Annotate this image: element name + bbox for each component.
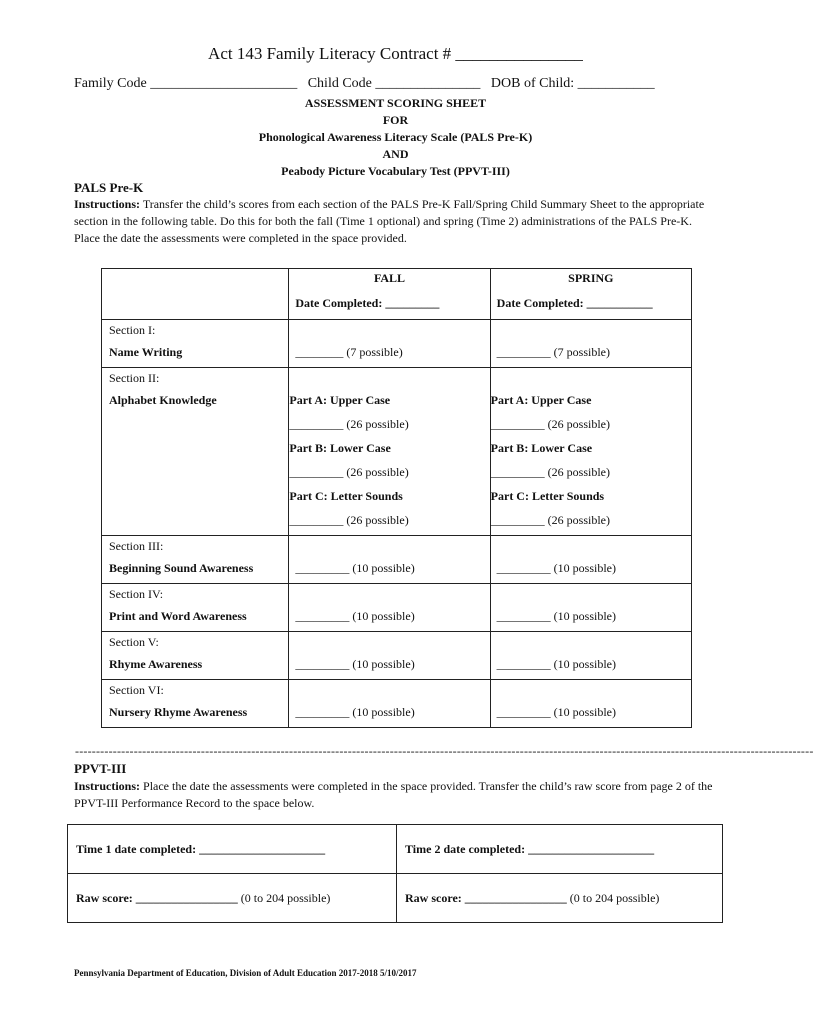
section-label-cell bbox=[102, 368, 289, 536]
section-number: Section V: bbox=[109, 635, 159, 649]
contract-title: Act 143 Family Literacy Contract # _______________ bbox=[208, 44, 583, 63]
raw-score-2-field[interactable]: _________________ bbox=[464, 890, 567, 905]
spring-part-c-field[interactable]: _________ (26 possible) bbox=[490, 513, 610, 527]
part-c-label: Part C: Letter Sounds bbox=[490, 489, 605, 503]
spring-score-field[interactable]: _________ (10 possible) bbox=[496, 705, 616, 719]
ppvt-score-table bbox=[67, 824, 723, 923]
table-row bbox=[102, 320, 692, 368]
heading-scoring-sheet: ASSESSMENT SCORING SHEET bbox=[304, 96, 487, 110]
section-label-cell bbox=[102, 320, 289, 368]
fall-part-c-field[interactable]: _________ (26 possible) bbox=[289, 513, 409, 527]
spring-header: SPRING bbox=[568, 271, 614, 285]
part-a-label: Part A: Upper Case bbox=[490, 393, 592, 407]
table-row bbox=[102, 584, 692, 632]
table-row bbox=[102, 632, 692, 680]
pals-instructions-label: Instructions: bbox=[74, 197, 141, 211]
spring-score-field[interactable]: _________ (10 possible) bbox=[496, 561, 616, 575]
raw-score-2-cell bbox=[397, 874, 723, 923]
section-label-cell bbox=[102, 536, 289, 584]
spring-score-field[interactable]: _________ (10 possible) bbox=[496, 609, 616, 623]
section-name: Name Writing bbox=[109, 345, 183, 359]
section-name: Alphabet Knowledge bbox=[109, 393, 217, 407]
part-b-label: Part B: Lower Case bbox=[289, 441, 391, 455]
pals-section-title: PALS Pre-K bbox=[74, 180, 144, 195]
pals-instructions bbox=[74, 196, 714, 247]
spring-score-cell bbox=[490, 680, 691, 728]
section-name: Rhyme Awareness bbox=[109, 657, 203, 671]
raw-score-2-note: (0 to 204 possible) bbox=[569, 890, 660, 905]
fall-part-b-field[interactable]: _________ (26 possible) bbox=[289, 465, 409, 479]
spring-score-cell bbox=[490, 320, 691, 368]
raw-score-1-cell bbox=[68, 874, 397, 923]
fall-score-field[interactable]: _________ (10 possible) bbox=[295, 561, 415, 575]
spring-score-cell bbox=[490, 584, 691, 632]
section-name: Print and Word Awareness bbox=[109, 609, 247, 623]
ppvt-raw-score-row bbox=[68, 874, 723, 923]
part-a-label: Part A: Upper Case bbox=[289, 393, 391, 407]
fall-header: FALL bbox=[373, 271, 406, 285]
section-label-cell bbox=[102, 632, 289, 680]
ppvt-section-title: PPVT-III bbox=[74, 761, 127, 776]
page-footer: Pennsylvania Department of Education, Division of Adult Education 2017-2018 5/10/2017 bbox=[74, 968, 417, 978]
header-blank-cell bbox=[102, 269, 289, 320]
fall-score-field[interactable]: ________ (7 possible) bbox=[295, 345, 403, 359]
heading-pals: Phonological Awareness Literacy Scale (PALS Pre-K) bbox=[258, 130, 533, 144]
section-label-cell bbox=[102, 680, 289, 728]
ppvt-date-row bbox=[68, 825, 723, 874]
raw-score-1-field[interactable]: _________________ bbox=[135, 890, 238, 905]
fall-score-field[interactable]: _________ (10 possible) bbox=[295, 657, 415, 671]
dashed-divider: -------------------------------------------------------------------------------------------------------------------------------------------------------------------------------- bbox=[75, 744, 814, 758]
fall-score-cell bbox=[289, 680, 490, 728]
raw-score-1-note: (0 to 204 possible) bbox=[240, 890, 331, 905]
table-row bbox=[102, 536, 692, 584]
fall-score-cell bbox=[289, 632, 490, 680]
spring-score-field[interactable]: _________ (7 possible) bbox=[496, 345, 610, 359]
ppvt-instructions-text: Place the date the assessments were completed in the space provided. Transfer the child’s raw score from page 2 of the PPVT-III Performance Record to the space below. bbox=[74, 779, 713, 810]
raw-score-2-label: Raw score: bbox=[405, 890, 462, 905]
section-number: Section II: bbox=[109, 371, 160, 385]
spring-score-cell bbox=[490, 632, 691, 680]
fall-header-cell bbox=[289, 269, 490, 320]
section-label-cell bbox=[102, 584, 289, 632]
fall-date-field[interactable]: Date Completed: _________ bbox=[295, 296, 440, 310]
section-name: Nursery Rhyme Awareness bbox=[109, 705, 248, 719]
fall-score-field[interactable]: _________ (10 possible) bbox=[295, 705, 415, 719]
fall-score-cell bbox=[289, 320, 490, 368]
time2-date-field[interactable]: Time 2 date completed: _____________________ bbox=[397, 825, 723, 874]
spring-part-b-field[interactable]: _________ (26 possible) bbox=[490, 465, 610, 479]
part-c-label: Part C: Letter Sounds bbox=[289, 489, 403, 503]
fall-part-a-field[interactable]: _________ (26 possible) bbox=[289, 417, 409, 431]
time1-date-field[interactable]: Time 1 date completed: _____________________ bbox=[68, 825, 397, 874]
pals-header-row bbox=[102, 269, 692, 320]
raw-score-1-label: Raw score: bbox=[76, 890, 133, 905]
ppvt-instructions bbox=[74, 778, 714, 812]
table-row bbox=[102, 680, 692, 728]
part-b-label: Part B: Lower Case bbox=[490, 441, 593, 455]
pals-score-table bbox=[101, 268, 692, 728]
fall-score-field[interactable]: _________ (10 possible) bbox=[295, 609, 415, 623]
pals-instructions-text: Transfer the child’s scores from each section of the PALS Pre-K Fall/Spring Child Summary Sheet to the appropriate section in the following table. Do this for both the fall (Time 1 optional) and spring (Time 2) administrations of the PALS Pre-K. Place the date the assessments were completed in the space provided. bbox=[74, 197, 705, 245]
spring-score-field[interactable]: _________ (10 possible) bbox=[496, 657, 616, 671]
heading-ppvt: Peabody Picture Vocabulary Test (PPVT-III) bbox=[281, 164, 510, 178]
section-number: Section IV: bbox=[109, 587, 164, 601]
table-row-alphabet bbox=[102, 368, 692, 536]
fall-score-cell bbox=[289, 584, 490, 632]
section-number: Section III: bbox=[109, 539, 164, 553]
section-name: Beginning Sound Awareness bbox=[109, 561, 254, 575]
spring-header-cell bbox=[490, 269, 691, 320]
section-number: Section VI: bbox=[109, 683, 164, 697]
ppvt-instructions-label: Instructions: bbox=[74, 779, 141, 793]
heading-for: FOR bbox=[382, 113, 409, 127]
spring-part-a-field[interactable]: _________ (26 possible) bbox=[490, 417, 610, 431]
section-number: Section I: bbox=[109, 323, 156, 337]
heading-and: AND bbox=[382, 147, 409, 161]
spring-alphabet-cell bbox=[490, 368, 691, 536]
fall-score-cell bbox=[289, 536, 490, 584]
fall-alphabet-cell bbox=[289, 368, 490, 536]
spring-score-cell bbox=[490, 536, 691, 584]
spring-date-field[interactable]: Date Completed: ___________ bbox=[496, 296, 653, 310]
family-child-id-line: Family Code _____________________ Child Code _______________ DOB of Child: ___________ bbox=[74, 76, 655, 91]
